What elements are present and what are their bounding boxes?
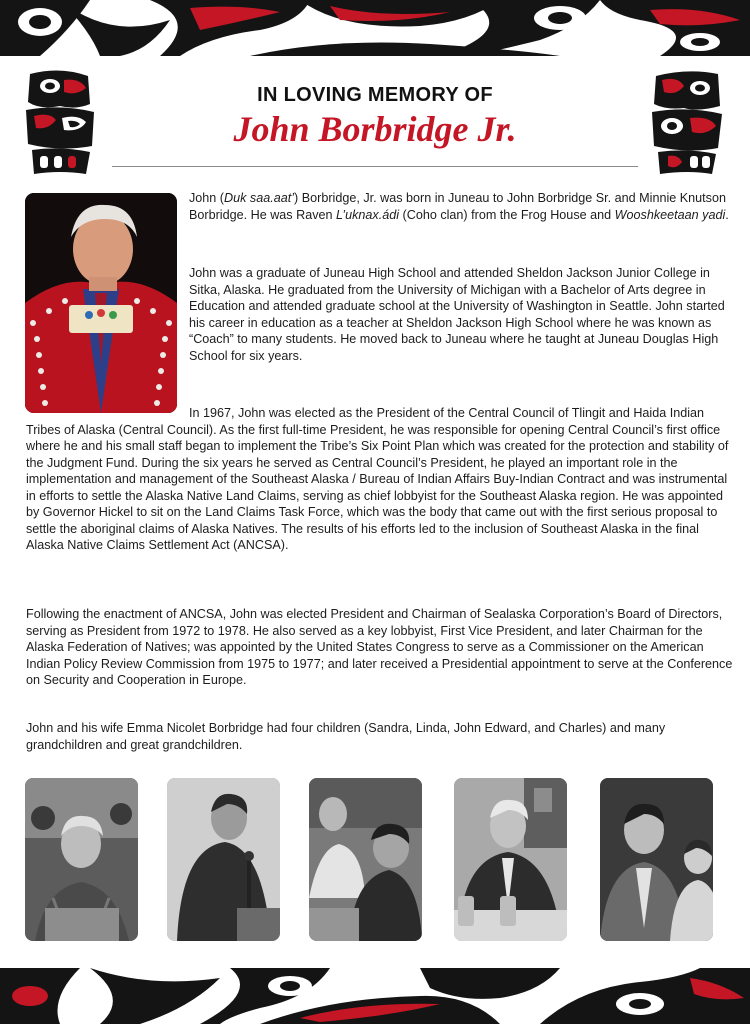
bio-paragraph-family: John and his wife Emma Nicolet Borbridge had four children (Sandra, Linda, John Edward, and Charles) and many grandchildren and great grandchildren. [26,721,666,752]
archive-photo-3 [309,778,422,941]
tlingit-crest-right [648,66,726,176]
tlingit-crest-left [20,66,98,176]
archive-photo-4 [454,778,567,941]
clan-name: L’uknax.ádi [336,207,400,222]
bio-paragraph-central-council [26,405,736,554]
house-name: Wooshkeetaan yadi [614,207,726,222]
memorial-heading: IN LOVING MEMORY OF [257,84,493,106]
bio-paragraph-1 [189,190,729,223]
text-span: (Coho clan) from the Frog House and [399,207,615,222]
text-span: In 1967, John was elected as the President of the Central Council of Tlingit and Haida Indian Tribes of Alaska (Central Council). As the first full-time President, he was responsible for opening Central Council’s first office where he and his small staff began to implement the Tribe’s Six Point Plan which was created for the protection and stability of the Judgment Fund. During the six years he served as Central Council’s President, he played an important role in the implementation and management of the Southeast Alaska / Bureau of Indian Affairs Buy-Indian Contract and was instrumental in efforts to settle the Alaska Native Land Claims, serving as chief lobbyist for the Southeast Alaska region. He was appointed by Governor Hickel to sit on the Land Claims Task Force, which was the body that came out with the first serious proposal to settle the aboriginal claims of Alaska Natives. The results of his efforts led to the inclusion of Southeast Alaska in the final Alaska Native Claims Settlement Act (ANCSA). [26,406,729,552]
archive-photo-1 [25,778,138,941]
title-divider [112,166,638,167]
honoree-name: John Borbridge Jr. [233,109,517,149]
bio-paragraph-education: John was a graduate of Juneau High School and attended Sheldon Jackson Junior College in Sitka, Alaska. He graduated from the University of Michigan with a Bachelor of Arts degree in Education and attended graduate school at the University of Washington in Seattle. John started his career in education as a teacher at Sheldon Jackson High School where he was known as “Coach” to many students. He moved back to Juneau where he taught at Juneau Douglas High School for six years. [189,266,725,363]
text-span: . [725,207,729,222]
text-span: ) Borbridge, Jr. was born in Juneau to John Borbridge Sr. and Minnie Knutson Borbridge. He was Raven [189,191,726,222]
bio-paragraph-sealaska: Following the enactment of ANCSA, John was elected President and Chairman of Sealaska Corporation’s Board of Directors, serving as President from 1972 to 1978. He also served as a key lobbyist, First Vice President, and later Chairman for the Alaska Federation of Natives; was appointed by the United States Congress to serve as a Commissioner on the American Indian Policy Review Commission from 1975 to 1977; and later received a Presidential appointment to serve at the Conference on Security and Cooperation in Europe. [26,607,733,687]
portrait-photo [25,193,177,413]
bottom-formline-border [0,968,750,1024]
tlingit-name: Duk saa.aat’ [224,191,295,205]
top-formline-border [0,0,750,56]
text-span: John ( [189,191,225,205]
archive-photo-2 [167,778,280,941]
archive-photo-5 [600,778,713,941]
